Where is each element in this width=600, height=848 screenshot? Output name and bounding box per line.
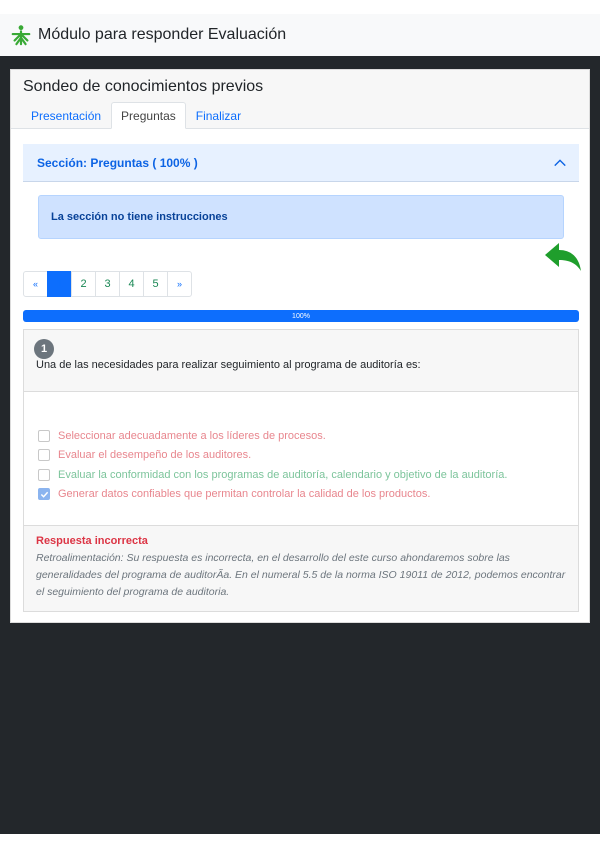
answer-option-3[interactable] [38, 465, 507, 485]
tab-preguntas[interactable]: Preguntas [111, 102, 186, 129]
pagination-next[interactable]: » [167, 271, 192, 297]
pagination-page-5[interactable]: 5 [143, 271, 168, 297]
pagination-page-4[interactable]: 4 [119, 271, 144, 297]
evaluation-card [10, 69, 590, 623]
feedback-title: Respuesta incorrecta [36, 535, 148, 547]
tab-bar [21, 102, 251, 129]
answer-option-2[interactable] [38, 446, 507, 466]
question-header [24, 330, 578, 392]
answer-option-label: Generar datos confiables que permitan controlar la calidad de los productos. [58, 488, 431, 501]
pagination-page-2[interactable]: 2 [71, 271, 96, 297]
sena-logo-icon [10, 24, 32, 46]
progress-track [23, 310, 579, 322]
question-text: Una de las necesidades para realizar seguimiento al programa de auditoría es: [36, 359, 421, 371]
answer-option-4[interactable] [38, 485, 507, 505]
card-header [11, 70, 589, 129]
checkmark-icon [40, 490, 49, 499]
card-title: Sondeo de conocimientos previos [23, 78, 264, 95]
question-card [23, 329, 579, 612]
checkbox[interactable] [38, 430, 50, 442]
answer-option-label: Evaluar el desempeño de los auditores. [58, 449, 252, 462]
tab-presentacion[interactable]: Presentación [31, 109, 102, 123]
answer-options [38, 426, 507, 504]
checkbox[interactable] [38, 469, 50, 481]
chevron-up-icon[interactable] [553, 156, 567, 170]
pagination-prev[interactable]: « [23, 271, 48, 297]
answer-feedback [24, 525, 578, 611]
back-arrow-icon[interactable] [543, 241, 583, 275]
tab-finalizar[interactable]: Finalizar [195, 109, 242, 123]
pagination-page-3[interactable]: 3 [95, 271, 120, 297]
progress-bar: 100% [23, 310, 579, 322]
section-accordion-header[interactable] [23, 144, 579, 182]
pagination-page-1[interactable]: 1 [47, 271, 72, 297]
checkbox[interactable] [38, 449, 50, 461]
section-title: Sección: Preguntas ( 100% ) [37, 155, 198, 170]
answer-option-1[interactable] [38, 426, 507, 446]
checkbox-checked[interactable] [38, 488, 50, 500]
top-bar [0, 14, 600, 56]
app-title: Módulo para responder Evaluación [38, 26, 287, 43]
feedback-text: Retroalimentación: Su respuesta es incorrecta, en el desarrollo del este curso ahondaremos sobre las generalidades del programa de auditorÃa. En el numeral 5.5 de la norma ISO 19011 de 2012, podemos encontrar el seguimiento del programa de auditoria. [36, 552, 566, 598]
question-number-badge: 1 [34, 339, 54, 359]
answer-option-label: Evaluar la conformidad con los programas de auditoría, calendario y objetivo de la auditoría. [58, 468, 508, 481]
question-pagination [23, 271, 192, 297]
section-instructions-alert: La sección no tiene instrucciones [38, 195, 564, 239]
answer-option-label: Seleccionar adecuadamente a los líderes de procesos. [58, 429, 326, 442]
